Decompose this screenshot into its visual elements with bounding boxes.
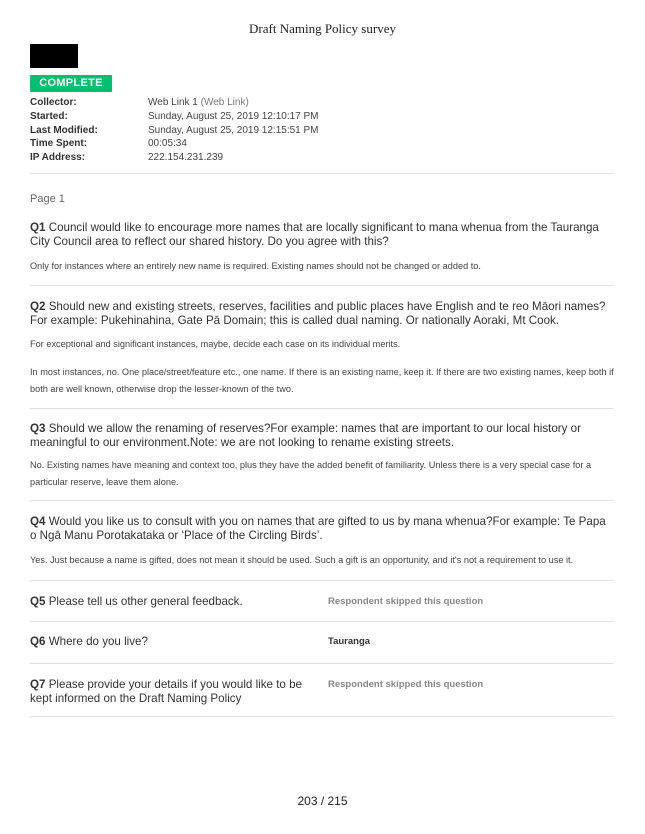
page-label: Page 1 [30, 193, 65, 205]
meta-row-collector [30, 96, 614, 110]
answer-q7: Respondent skipped this question [328, 679, 484, 690]
answer-q2-2: In most instances, no. One place/street/feature etc., one name. If there is an existing name, keep it. If there are two existing names, keep both if both are well known, otherwise drop the lesser-known of the two. [30, 367, 614, 394]
meta-key: Started: [30, 110, 68, 122]
divider [30, 663, 614, 664]
meta-key: Last Modified: [30, 124, 98, 136]
question-q7: Q7 Please provide your details if you would like to be kept informed on the Draft Naming Policy [30, 678, 302, 705]
answer-q2-1: For exceptional and significant instances, maybe, decide each case on its individual merits. [30, 339, 401, 349]
status-badge: COMPLETE [30, 75, 112, 92]
meta-key: Time Spent: [30, 138, 88, 150]
meta-row-ip-address [30, 151, 614, 165]
meta-row-started [30, 110, 614, 124]
divider [30, 408, 614, 409]
meta-row-last-modified [30, 124, 614, 138]
meta-value: Sunday, August 25, 2019 12:10:17 PM [148, 110, 319, 122]
meta-value: 222.154.231.239 [148, 152, 224, 164]
meta-value: 00:05:34 [148, 138, 187, 150]
meta-value: Sunday, August 25, 2019 12:15:51 PM [148, 124, 319, 136]
divider [30, 580, 614, 581]
page-number: 203 / 215 [297, 794, 348, 808]
divider [30, 173, 614, 174]
meta-key: Collector: [30, 97, 77, 108]
answer-q6: Tauranga [328, 636, 371, 647]
meta-value: Web Link 1 (Web Link) [148, 97, 249, 108]
divider [30, 716, 614, 717]
question-q1: Q1 Council would like to encourage more names that are locally significant to mana whenua from the Tauranga City Council area to reflect our shared history. Do you agree with this? [30, 221, 599, 248]
divider [30, 500, 614, 501]
divider [30, 285, 614, 286]
answer-q1: Only for instances where an entirely new name is required. Existing names should not be changed or added to. [30, 261, 481, 271]
question-q5: Q5 Please tell us other general feedback. [30, 595, 243, 608]
redacted-respondent-box [30, 44, 78, 68]
meta-key: IP Address: [30, 152, 86, 164]
divider [30, 621, 614, 622]
question-q6: Q6 Where do you live? [30, 635, 148, 648]
answer-q4: Yes. Just because a name is gifted, does not mean it should be used. Such a gift is an opportunity, and it's not a requirement to use it. [30, 555, 574, 565]
question-q4: Q4 Would you like us to consult with you on names that are gifted to us by mana whenua?For example: Te Papa o Ngā Manu Porotakataka or ‘Place of the Circling Birds’. [30, 515, 606, 542]
document-title: Draft Naming Policy survey [249, 21, 396, 36]
question-q2: Q2 Should new and existing streets, reserves, facilities and public places have English and te reo Māori names?For example: Pukehinahina, Gate Pā Domain; this is called dual naming. Or nationally Aoraki, Mt Cook. [30, 300, 606, 327]
question-q3: Q3 Should we allow the renaming of reserves?For example: names that are important to our local history or meaningful to our environment.Note: we are not looking to rename existing streets. [30, 422, 581, 449]
answer-q3: No. Existing names have meaning and context too, plus they have the added benefit of familiarity. Unless there is a very special case for a particular reserve, leave them alone. [30, 460, 592, 487]
response-metadata [30, 96, 614, 165]
meta-row-time-spent [30, 137, 614, 151]
answer-q5: Respondent skipped this question [328, 596, 484, 607]
